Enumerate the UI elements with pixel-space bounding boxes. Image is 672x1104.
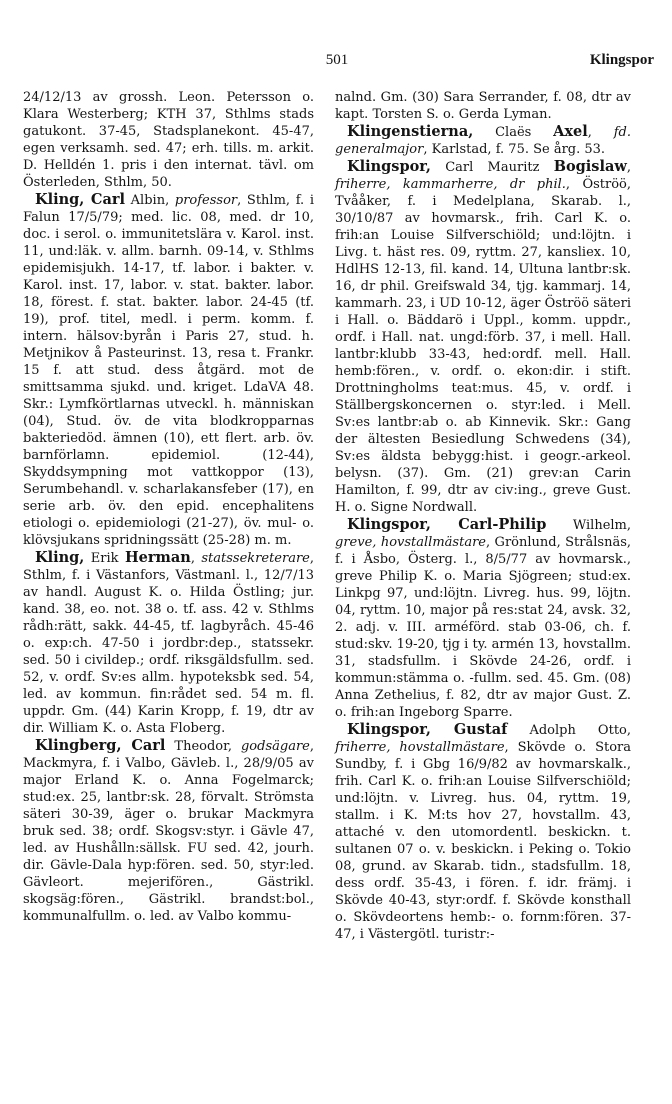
- entry-headword: Klingspor, Carl-Philip: [347, 516, 547, 533]
- entry-title: professor: [174, 193, 238, 208]
- entry-text: , Mackmyra, f. i Valbo, Gävleb. l., 28/9/05 av major Erland K. o. Anna Fogelmarck; stud:ex. 25, lantbr:sk. 28, förvalt. Strömsta säteri 30-39, äger o. brukar Mackmyra bruk sed. 38; ordf. Skogsv:styr. i Gävle 47, led. av Hushålln:sällsk. FU sed. 42, jourh. dir. Gävle-Dala hyp:fören. sed. 50, styr:led. Gävleort. mejerifören., Gästrikl. skogsäg:fören., Gästrikl. brandst:bol., kommunalfullm. o. led. av Valbo kommu-: [23, 739, 314, 924]
- entry-title: greve, hovstallmästare: [335, 535, 486, 550]
- page-number: 501: [325, 52, 349, 68]
- entry-title: godsägare: [240, 739, 310, 754]
- entry-klingspor-bogislaw: [335, 158, 631, 516]
- entry-title: statssekreterare: [201, 551, 310, 566]
- entry-headword: Klingspor, Gustaf: [347, 721, 508, 738]
- entry-title: friherre, hovstallmästare: [335, 740, 505, 755]
- entry-text: 24/12/13 av grossh. Leon. Petersson o. Klara Westerberg; KTH 37, Sthlms stads gatukont. 37-45, Stadsplanekont. 45-47, egen verksamh. sed. 47; erh. tills. m. arkit. D. Helldén 1. pris i den internat. tävl. om Österleden, Sthlm, 50.: [23, 90, 314, 190]
- entry-text: , Sthlm, f. i Västanfors, Västmanl. l., 12/7/13 av handl. August K. o. Hilda Östling; jur. kand. 38, eo. not. 38 o. tf. ass. 42 v. Sthlms rådh:rätt, sakk. 44-45, tf. lagbyråch. 45-46 o. exp:ch. 47-50 i jordbr:dep., statssekr. sed. 50 i civildep.; ordf. riksgäldsfullm. sed. 52, v. ordf. Sv:es allm. hypoteksbk sed. 54, led. av kommun. fin:rådet sed. 54 m. fl. uppdr. Gm. (44) Karin Kropp, f. 19, dtr av dir. William K. o. Asta Floberg.: [23, 551, 314, 736]
- running-head: Klingspor: [589, 52, 654, 68]
- entry-continuation: [23, 89, 314, 191]
- entry-kling-erik-herman: [23, 549, 314, 737]
- entry-klingenstierna-axel: [335, 123, 631, 158]
- entry-text: , Grönlund, Strålsnäs, f. i Åsbo, Österg. l., 8/5/77 av hovmarsk., greve Philip K. o. Maria Sjögreen; stud:ex. Linkpg 97, und:löjtn. Livreg. hus. 99, löjtn. 04, ryttm. 10, major på res:stat 24, avsk. 32, 2. adj. v. III. arméförd. stab 03-06, ch. f. stud:skv. 19-20, tjg i ty. armén 13, hovstallm. 31, stadsfullm. i Skövde 24-26, ordf. i kommun:stämma o. -fullm. sed. 45. Gm. (08) Anna Zethelius, f. 82, dtr av major Gust. Z. o. frih:an Ingeborg Sparre.: [335, 535, 632, 720]
- entry-headword: Klingspor,: [347, 158, 431, 175]
- page-header: [20, 52, 654, 76]
- entry-klingberg-carl: [23, 737, 314, 925]
- entry-separator: ,: [626, 160, 631, 175]
- entry-text: nalnd. Gm. (30) Sara Serrander, f. 08, dtr av kapt. Torsten S. o. Gerda Lyman.: [335, 90, 631, 122]
- entry-title: friherre, kammarherre, dr phil.: [335, 177, 566, 192]
- entry-given-names: Albin,: [125, 193, 175, 208]
- entry-title: fd. generalmajor: [335, 125, 632, 157]
- entry-headword-name: Axel: [553, 123, 588, 140]
- entry-given-names: Theodor,: [165, 739, 241, 754]
- entry-continuation: [335, 89, 631, 123]
- entry-headword-name: Bogislaw: [553, 158, 627, 175]
- entry-headword: Klingenstierna,: [347, 123, 474, 140]
- entry-separator: ,: [190, 551, 202, 566]
- entry-headword: Kling, Carl: [35, 191, 126, 208]
- entry-text: , Karlstad, f. 75. Se årg. 53.: [423, 142, 606, 157]
- entry-given-names: Claës: [473, 125, 554, 140]
- entry-given-names: Wilhelm,: [546, 518, 631, 533]
- entry-kling-carl: [23, 191, 314, 549]
- entry-separator: ,: [587, 125, 614, 140]
- right-column: [335, 89, 631, 943]
- entry-headword-name: Herman: [124, 549, 191, 566]
- entry-given-names: Carl Mauritz: [430, 160, 554, 175]
- entry-klingspor-carl-philip: [335, 516, 631, 721]
- entry-text: , Sthlm, f. i Falun 17/5/79; med. lic. 08, med. dr 10, doc. i serol. o. immunitetslära v. Karol. inst. 11, und:läk. v. allm. barnh. 09-14, v. Sthlms epidemisjukh. 14-17, tf. labor. i bakter. v. Karol. inst. 17, labor. v. stat. bakter. labor. 18, förest. f. stat. bakter. labor. 24-45 (tf. 19), prof. titel, medl. i perm. komm. f. intern. hälsov:byrån i Paris 27, stud. h. Metjnikov å Pasteurinst. 13, resa t. Frankr. 15 f. att stud. dess åtgärd. mot de smittsamma sjukd. und. kriget. LdaVA 48. Skr.: Lymfkörtlarnas utveckl. h. människan (04), Stud. öv. de vita blodkropparnas bakteriedöd. ämnen (10), ett flert. arb. öv. barnförlamn. epidemiol. (12-44), Skyddsympning mot vattkoppor (13), Serumbehandl. v. scharlakansfeber (17), en serie arb. öv. den epid. encephalitens etiologi o. epidemiologi (21-27), öv. mul- o. klövsjukans spridningssätt (25-28) m. m.: [23, 193, 315, 548]
- entry-headword: Klingberg, Carl: [35, 737, 166, 754]
- entry-text: , Öströö, Tvååker, f. i Medelplana, Skarab. l., 30/10/87 av hovmarsk., frih. Carl K. o. frih:an Louise Silfverschiöld; und:löjtn. i Livg. t. häst res. 09, ryttm. 27, kansliex. 10, HdlHS 12-13, fil. kand. 14, Ultuna lantbr:sk. 16, dr phil. Greifswald 34, tjg. kammarj. 14, kammarh. 23, i UD 10-12, äger Öströö säteri i Hall. o. Bäddarö i Uppl., komm. uppdr., ordf. i Hall. nat. ungd:förb. 37, i mell. Hall. lantbr:klubb 33-43, hed:ordf. mell. Hall. hemb:fören., v. ordf. o. ekon:dir. i stift. Drottningholms teat:mus. 45, v. ordf. i Ställbergskoncernen o. styr:led. i Mell. Sv:es lantbr:ab o. ab Kinnevik. Skr.: Gang der ältesten Besiedlung Schwedens (34), Sv:es äldsta bebygg:hist. i geogr.-arkeol. belysn. (37). Gm. (21) grev:an Carin Hamilton, f. 99, dtr av civ:ing., greve Gust. H. o. Signe Nordwall.: [335, 177, 631, 515]
- left-column: [23, 89, 314, 925]
- entry-headword: Kling,: [35, 549, 85, 566]
- entry-given-names: Adolph Otto,: [507, 723, 631, 738]
- entry-klingspor-gustaf: [335, 721, 631, 943]
- entry-given-names: Erik: [84, 551, 125, 566]
- entry-text: , Skövde o. Stora Sundby, f. i Gbg 16/9/82 av hovmarskalk., frih. Carl K. o. frih:an Louise Silfverschiöld; und:löjtn. v. Livreg. hus. 04, ryttm. 19, stallm. i K. M:ts hov 27, hovstallm. 43, attaché v. den utomordentl. beskickn. t. sultanen 07 o. v. beskickn. i Peking o. Tokio 08, grund. av Skarab. tidn., stadsfullm. 18, dess ordf. 35-43, i fören. f. idr. främj. i Skövde 40-43, styr:ordf. f. Skövde konsthall o. Skövdeortens hemb:- o. fornm:fören. 37-47, i Västergötl. turistr:-: [335, 740, 631, 942]
